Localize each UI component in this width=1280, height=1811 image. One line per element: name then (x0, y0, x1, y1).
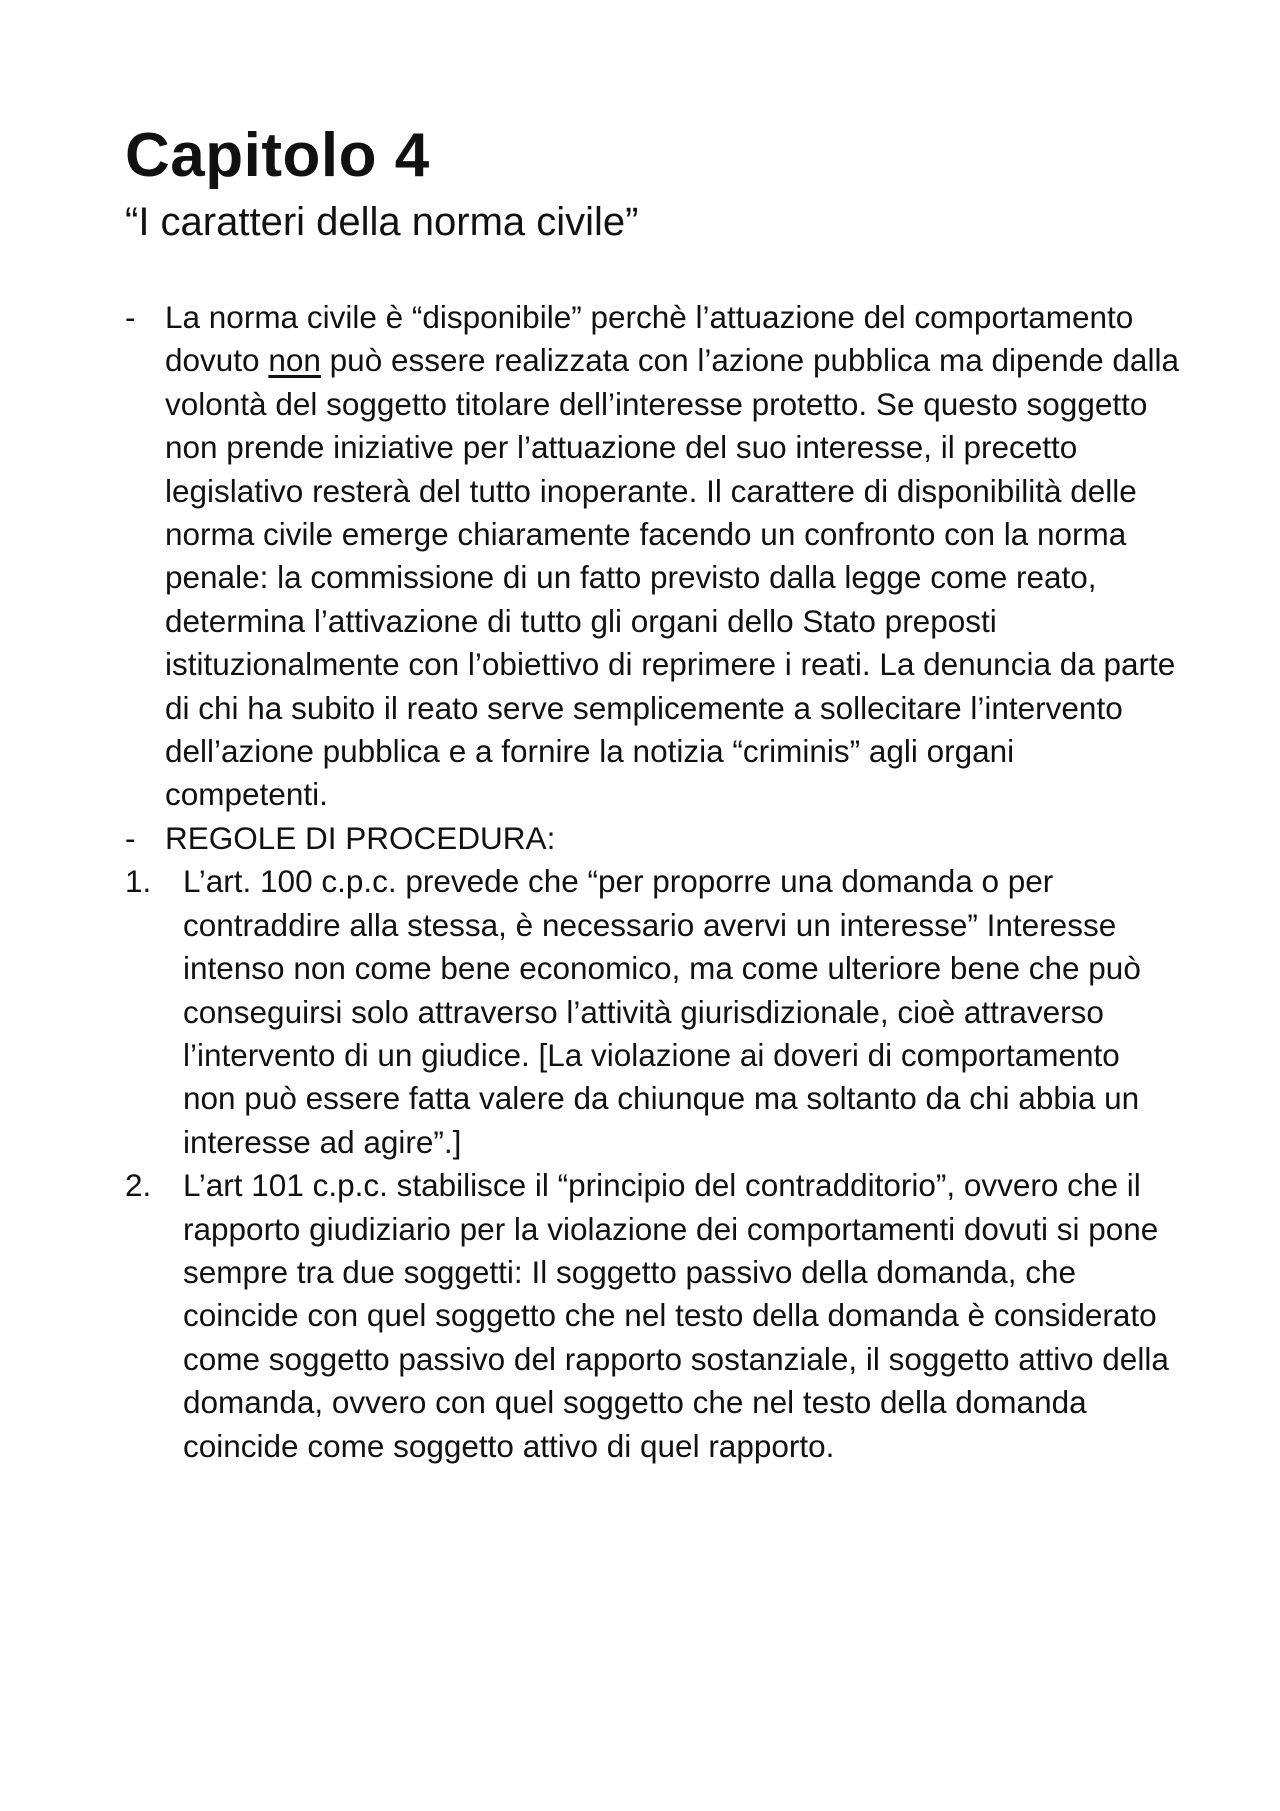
number-marker: 2. (125, 1167, 152, 1204)
paragraph-text-start: La norma civile è “disponibile” perchè l’attuazione del comportamento dovuto (165, 299, 1134, 379)
paragraph-text (165, 299, 1179, 812)
section-heading: REGOLE DI PROCEDURA: (165, 819, 556, 856)
numbered-item-text: L’art. 100 c.p.c. prevede che “per proporre una domanda o per contraddire alla stessa, è necessario avervi un interesse” Interesse intenso non come bene economico, ma come ulteriore bene che può conseguirsi solo attraverso l’attività giurisdizionale, cioè attraverso l’intervento di un giudice. [La violazione ai doveri di comportamento non può essere fatta valere da chiunque ma soltanto da chi abbia un interesse ad agire”.] (183, 863, 1141, 1160)
bullet-item-regole (125, 817, 1180, 860)
paragraph-text-end: può essere realizzata con l’azione pubblica ma dipende dalla volontà del soggetto titolare dell’interesse protetto. Se questo soggetto non prende iniziative per l’attuazione del suo interesse, il precetto legislativo resterà del tutto inoperante. Il carattere di disponibilità delle norma civile emerge chiaramente facendo un confronto con la norma penale: la commissione di un fatto previsto dalla legge come reato, determina l’attivazione di tutto gli organi dello Stato preposti istituzionalmente con l’obiettivo di reprimere i reati. La denuncia da parte di chi ha subito il reato serve semplicemente a sollecitare l’intervento dell’azione pubblica e a fornire la notizia “criminis” agli organi competenti. (165, 342, 1179, 813)
chapter-subtitle: “I caratteri della norma civile” (125, 200, 639, 244)
numbered-item-art-100 (125, 860, 1180, 1164)
numbered-list (125, 860, 1180, 1468)
bullet-item-norma-civile (125, 296, 1180, 817)
numbered-item-text: L’art 101 c.p.c. stabilisce il “principio del contradditorio”, ovvero che il rapporto giudiziario per la violazione dei comportamenti dovuti si pone sempre tra due soggetti: Il soggetto passivo della domanda, che coincide con quel soggetto che nel testo della domanda è considerato come soggetto passivo del rapporto sostanziale, il soggetto attivo della domanda, ovvero con quel soggetto che nel testo della domanda coincide come soggetto attivo di quel rapporto. (183, 1167, 1169, 1464)
bullet-list (125, 296, 1180, 860)
underlined-word: non (268, 342, 321, 379)
bullet-marker: - (125, 819, 136, 856)
bullet-marker: - (125, 299, 136, 335)
chapter-title: Capitolo 4 (125, 121, 430, 190)
number-marker: 1. (125, 863, 152, 900)
numbered-item-art-101 (125, 1164, 1180, 1468)
